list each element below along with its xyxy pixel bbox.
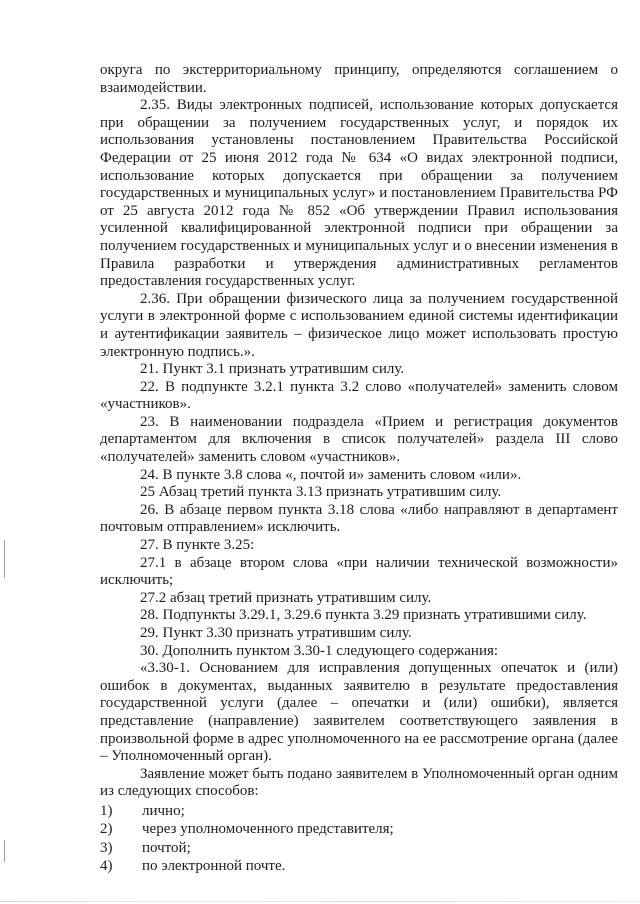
list-item bbox=[100, 802, 618, 820]
list-item-text: лично; bbox=[142, 802, 185, 819]
paragraph-27: 27. В пункте 3.25: bbox=[140, 537, 255, 554]
paragraph-27-1: 27.1 в абзаце втором слова «при наличии технической возможности» исключить; bbox=[100, 554, 618, 589]
paragraph-26: 26. В абзаце первом пункта 3.18 слова «либо направляют в департамент почтовым отправлением» исключить. bbox=[100, 501, 618, 536]
list-item-text: почтой; bbox=[142, 839, 191, 856]
paragraph-30: 30. Дополнить пунктом 3.30-1 следующего содержания: bbox=[140, 642, 499, 659]
paragraph-27-2: 27.2 абзац третий признать утратившим силу. bbox=[140, 589, 432, 606]
paragraph-2-35: 2.35. Виды электронных подписей, использование которых допускается при обращении за получением государственных услуг, и порядок их использования установлены постановлением Правительства Российской Федерации от 25 июня 2012 года № 634 «О видах электронной подписи, использование которых допускается при обращении за получением государственных и муниципальных услуг» и постановлением Правительства РФ от 25 августа 2012 года № 852 «Об утверждении Правил использования усиленной квалифицированной электронной подписи при обращении за получением государственных и муниципальных услуг и о внесении изменения в Правила разработки и утверждения административных регламентов предоставления государственных услуг. bbox=[100, 97, 618, 290]
paragraph-29: 29. Пункт 3.30 признать утратившим силу. bbox=[140, 625, 412, 641]
list-item bbox=[100, 820, 618, 838]
paragraph-3-30-1: «3.30-1. Основанием для исправления допущенных опечаток и (или) ошибок в документах, выданных заявителю в результате предоставления государственной услуги (далее – опечатки и (или) ошибки), является представление (направление) заявителем соответствующего заявления в произвольной форме в адрес уполномоченного на ее рассмотрение органа (далее – Уполномоченный орган). bbox=[100, 660, 618, 765]
list-item-number: 1) bbox=[100, 802, 113, 819]
scan-bottom-edge bbox=[0, 901, 640, 902]
list-item-text: через уполномоченного представителя; bbox=[142, 821, 394, 838]
paragraph-21: 21. Пункт 3.1 признать утратившим силу. bbox=[140, 361, 405, 378]
paragraph-24: 24. В пункте 3.8 слова «, почтой и» заменить словом «или». bbox=[140, 466, 522, 483]
paragraph-intro-continuation: округа по экстерриториальному принципу, определяются соглашением о взаимодействии. bbox=[100, 62, 618, 96]
paragraph-2-36: 2.36. При обращении физического лица за получением государственной услуги в электронной форме с использованием единой системы идентификации и аутентификации заявитель – физическое лицо может использовать простую электронную подпись.». bbox=[100, 290, 618, 360]
paragraph-22: 22. В подпункте 3.2.1 пункта 3.2 слово «получателей» заменить словом «участников». bbox=[100, 378, 618, 413]
paragraph-25: 25 Абзац третий пункта 3.13 признать утратившим силу. bbox=[140, 484, 502, 501]
list-item bbox=[100, 857, 618, 875]
scan-margin-mark bbox=[4, 540, 5, 578]
submission-methods-list bbox=[100, 802, 618, 876]
list-item-text: по электронной почте. bbox=[142, 858, 286, 875]
document-body bbox=[100, 62, 618, 876]
list-item bbox=[100, 839, 618, 857]
list-item-number: 2) bbox=[100, 821, 113, 838]
paragraph-23: 23. В наименовании подраздела «Прием и регистрация документов департаментом для включения в список получателей» раздела III слово «получателей» заменить словом «участников». bbox=[100, 413, 618, 466]
list-item-number: 3) bbox=[100, 839, 113, 856]
list-item-number: 4) bbox=[100, 858, 113, 875]
paragraph-28: 28. Подпункты 3.29.1, 3.29.6 пункта 3.29 признать утратившими силу. bbox=[140, 607, 587, 624]
paragraph-submission-methods: Заявление может быть подано заявителем в Уполномоченный орган одним из следующих способов: bbox=[100, 765, 618, 800]
scan-margin-mark bbox=[4, 840, 5, 862]
